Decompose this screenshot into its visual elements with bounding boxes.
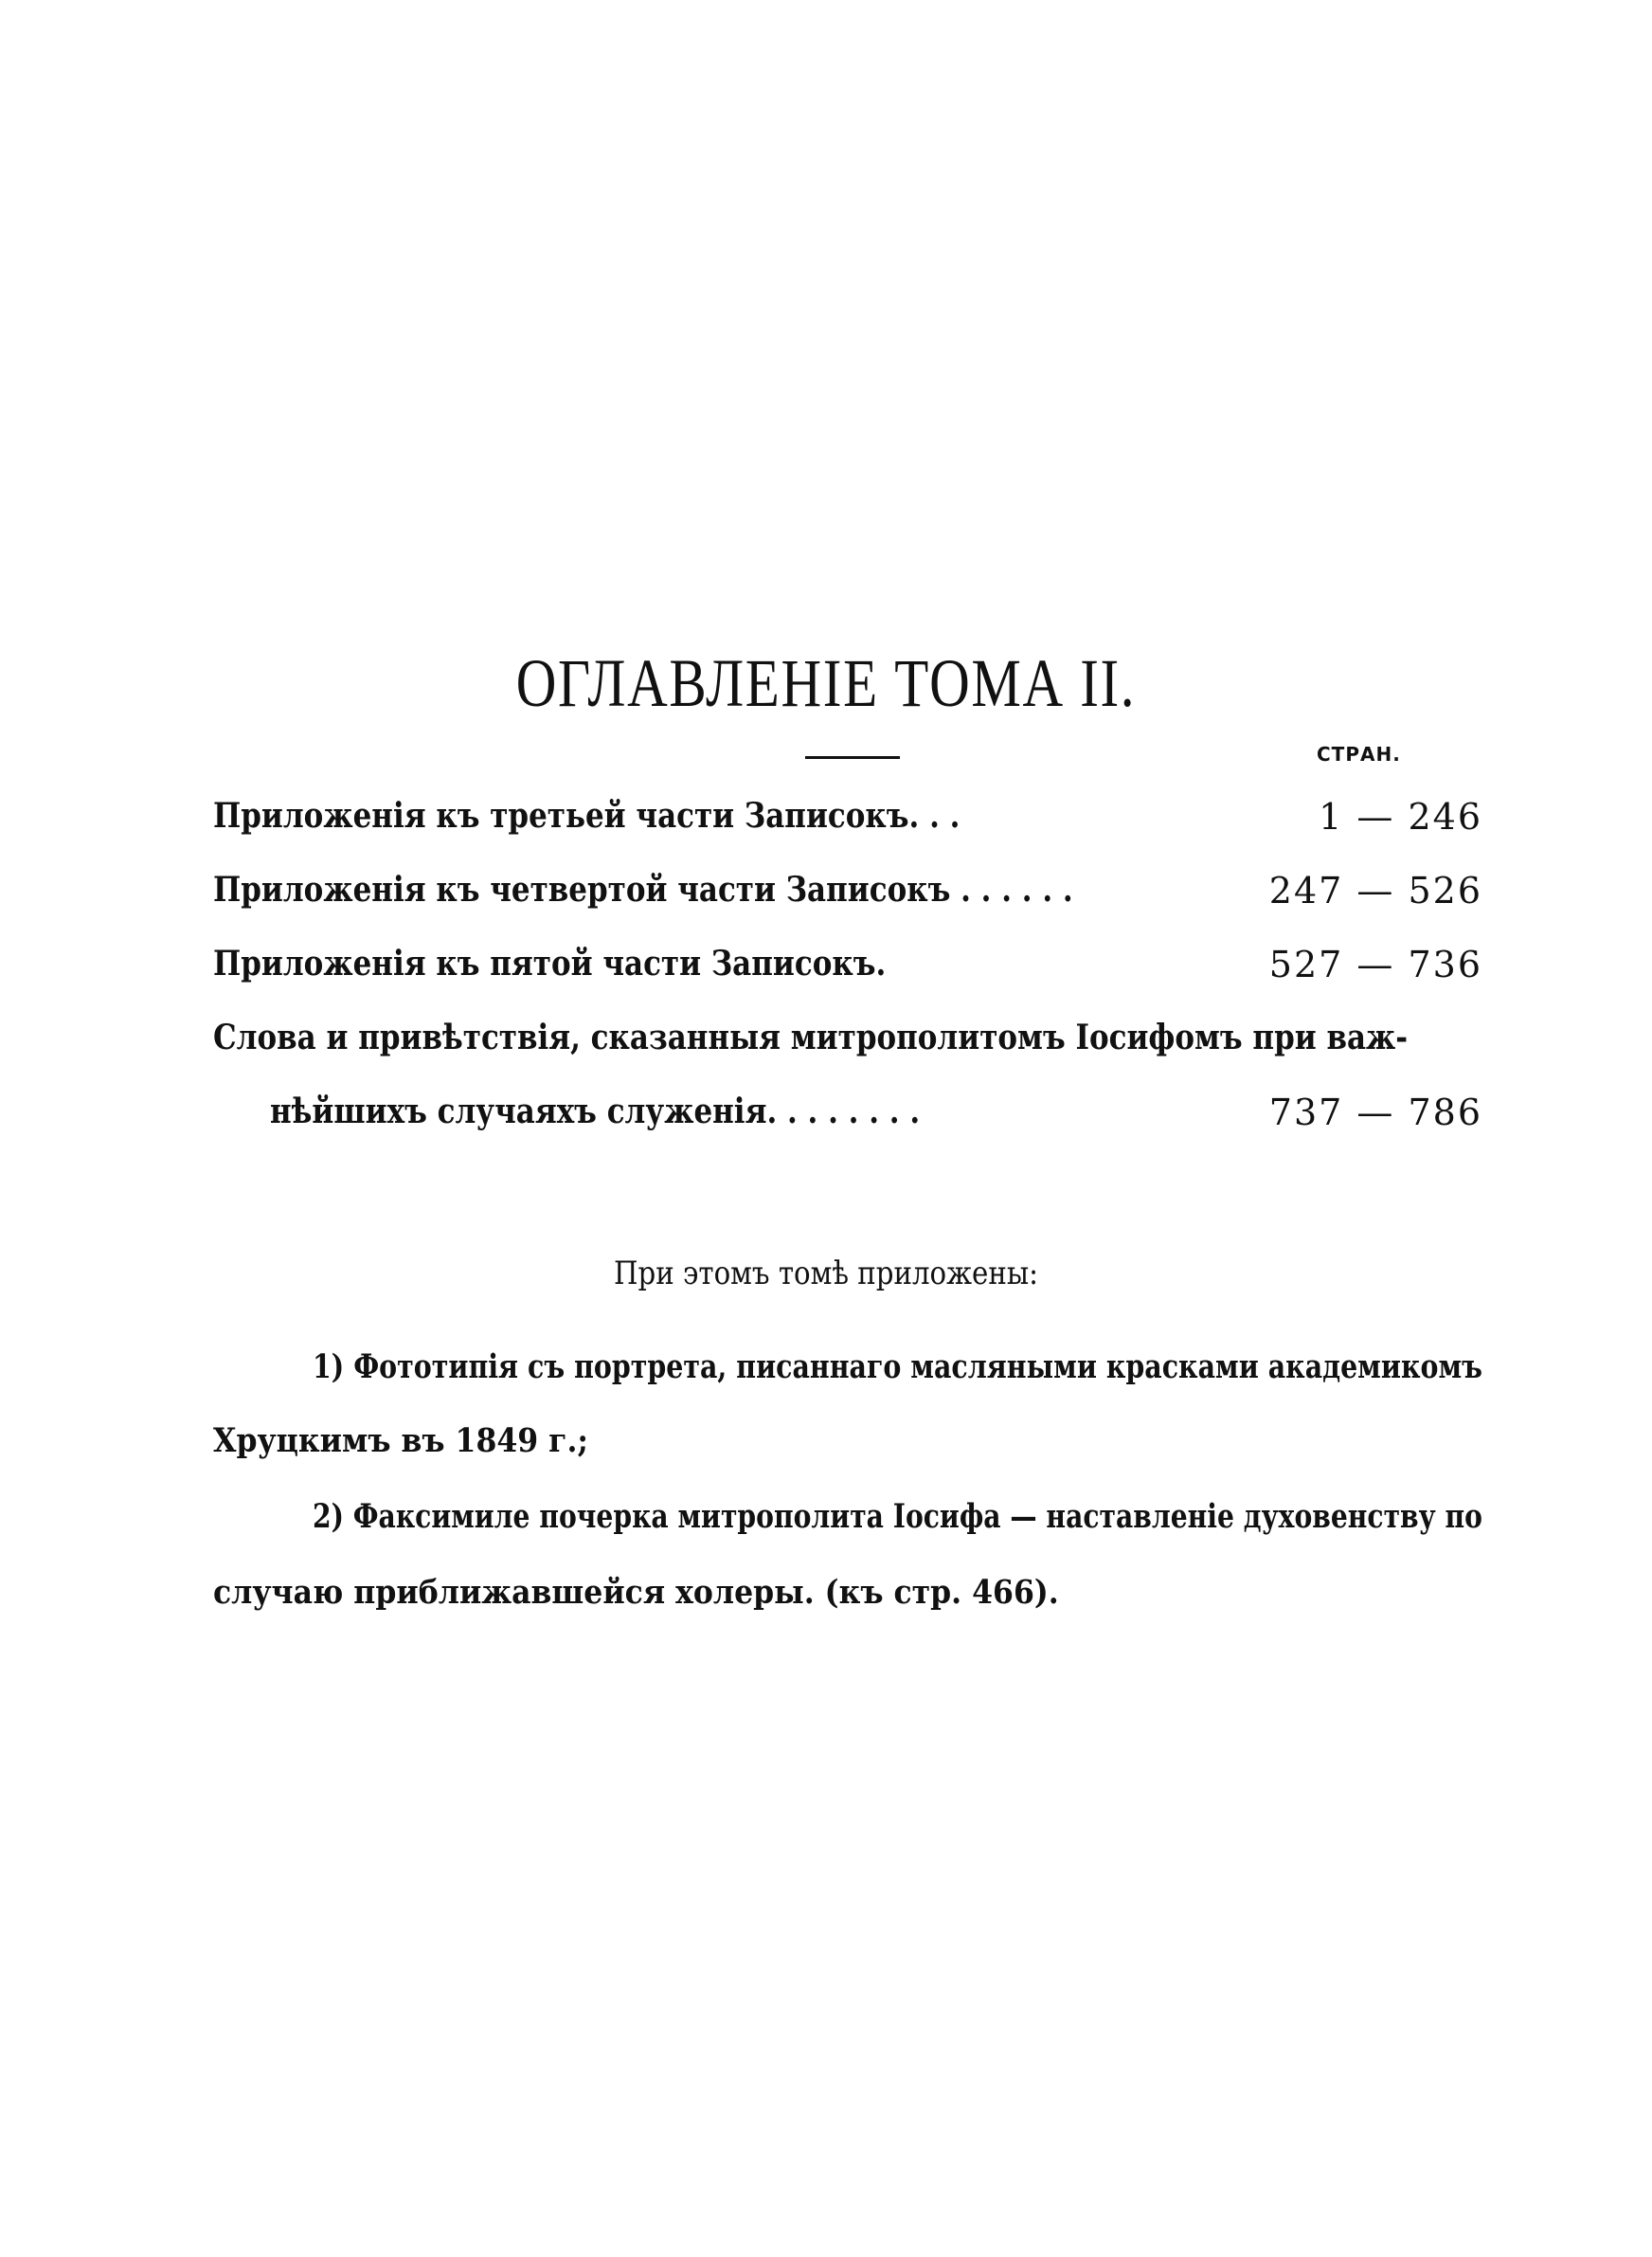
- toc-entry: [270, 1092, 1482, 1148]
- attachment-item-continuation: [213, 1573, 1482, 1612]
- toc-entry-text: Приложенія къ третьей части Записокъ. . .: [213, 796, 961, 836]
- toc-entry-text: Приложенія къ четвертой части Записокъ . . . . . .: [213, 870, 1073, 910]
- toc-entry-pages: 247 — 526: [1268, 870, 1482, 912]
- attachment-line: случаю приближавшейся холеры. (къ стр. 466).: [213, 1573, 1059, 1612]
- toc-entry-pages: 527 — 736: [1268, 944, 1482, 985]
- attachment-item: [313, 1497, 1482, 1536]
- toc-entry: [213, 944, 1482, 1001]
- title-divider: [805, 756, 900, 759]
- pages-column-header: СТРАН.: [1317, 743, 1401, 766]
- toc-entry: [213, 870, 1482, 927]
- toc-entry-pages: 737 — 786: [1268, 1092, 1482, 1133]
- toc-entry-text: нѣйшихъ случаяхъ служенія. . . . . . . .: [270, 1092, 921, 1131]
- attachments-heading: При этомъ томѣ приложены:: [614, 1255, 1038, 1292]
- attachment-line: 2) Факсимиле почерка митрополита Іосифа — наставленіе духовенству по: [313, 1497, 1482, 1536]
- toc-entry-text: Слова и привѣтствія, сказанныя митрополитомъ Іосифомъ при важ-: [213, 1018, 1409, 1057]
- toc-entry: [213, 796, 1482, 853]
- toc-entry-text: Приложенія къ пятой части Записокъ.: [213, 944, 887, 984]
- attachment-line: Хруцкимъ въ 1849 г.;: [213, 1421, 589, 1460]
- page-title: ОГЛАВЛЕНІЕ ТОМА II.: [515, 645, 1137, 721]
- attachment-line: 1) Фототипія съ портрета, писаннаго масляными красками академикомъ: [313, 1347, 1482, 1386]
- toc-entry: [213, 1018, 1482, 1074]
- toc-entry-pages: 1 — 246: [1319, 796, 1482, 838]
- attachment-item: [313, 1347, 1482, 1386]
- attachment-item-continuation: [213, 1421, 1482, 1460]
